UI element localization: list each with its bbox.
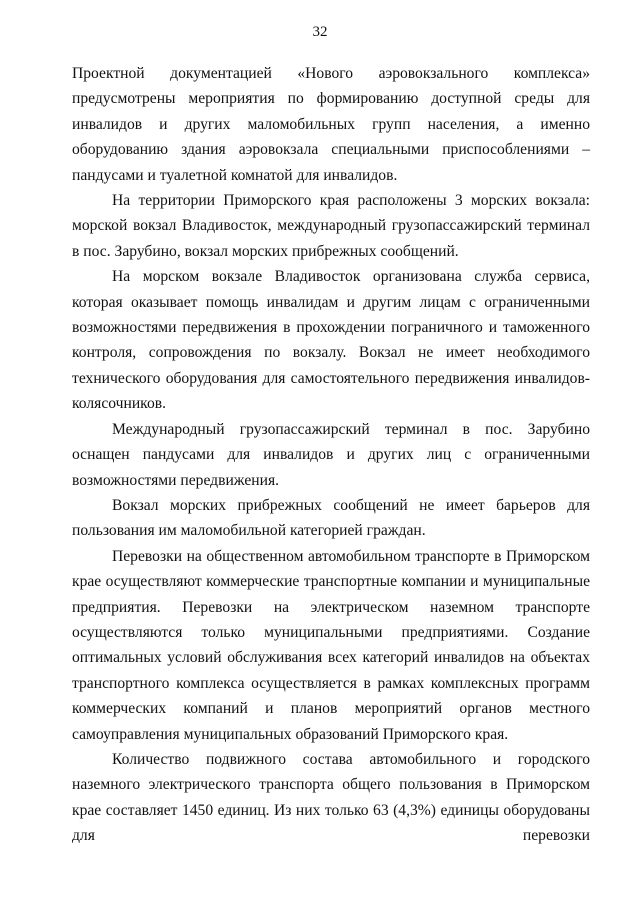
paragraph-coastal-terminal: Вокзал морских прибрежных сообщений не имеет барьеров для пользования им маломобильной категорией граждан. <box>72 496 590 540</box>
paragraph-sea-terminals: На территории Приморского края расположены 3 морских вокзала: морской вокзал Владивосток, международный грузопассажирский терминал в пос. Зарубино, вокзал морских прибрежных сообщений. <box>72 192 590 260</box>
paragraph-vladivostok-terminal: На морском вокзале Владивосток организована служба сервиса, которая оказывает помощь инвалидам и другим лицам с ограниченными возможностями передвижения в прохождении пограничного и таможенного контроля, сопровождения по вокзалу. Вокзал не имеет необходимого технического оборудования для самостоятельного передвижения инвалидов-колясочников. <box>72 268 590 413</box>
paragraph-zarubino-terminal: Международный грузопассажирский терминал в пос. Зарубино оснащен пандусами для инвалидов и других лиц с ограниченными возможностями передвижения. <box>72 420 590 489</box>
body-text <box>72 61 590 849</box>
page-number: 32 <box>312 24 328 40</box>
paragraph-rolling-stock: Количество подвижного состава автомобильного и городского наземного электрического транспорта общего пользования в Приморском крае составляет 1450 единиц. Из них только 63 (4,3%) единицы оборудованы для перевозки <box>72 750 590 845</box>
paragraph-public-transport: Перевозки на общественном автомобильном транспорте в Приморском крае осуществляют коммерческие транспортные компании и муниципальные предприятия. Перевозки на электрическом наземном транспорте осуществляются только муниципальными предприятиями. Создание оптимальных условий обслуживания всех категорий инвалидов на объектах транспортного комплекса осуществляется в рамках комплексных программ коммерческих компаний и планов мероприятий органов местного самоуправления муниципальных образований Приморского края. <box>72 547 590 743</box>
paragraph-airport-terminal: Проектной документацией «Нового аэровокзального комплекса» предусмотрены мероприятия по формированию доступной среды для инвалидов и других маломобильных групп населения, а именно оборудованию здания аэровокзала специальными приспособлениями – пандусами и туалетной комнатой для инвалидов. <box>72 65 590 184</box>
